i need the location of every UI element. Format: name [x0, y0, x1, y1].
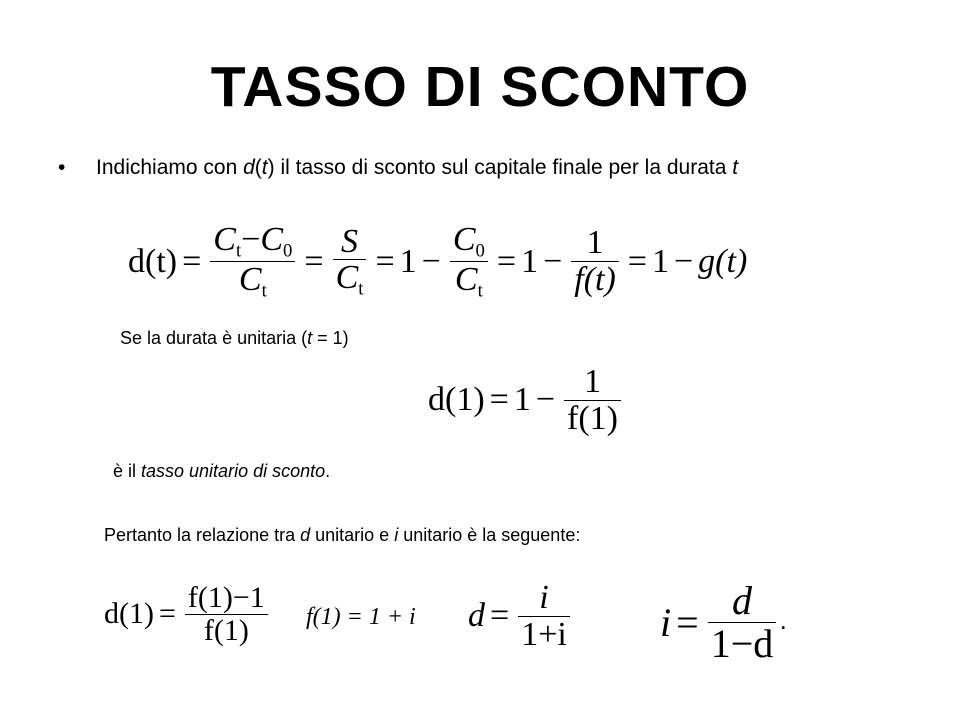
bullet-paren-close: ) [267, 156, 275, 179]
formula-discount-rate [128, 222, 747, 301]
bullet-paren-open: ( [254, 156, 262, 179]
equals-sign: = [627, 242, 647, 280]
minus-sign: − [421, 242, 441, 280]
one: 1 [399, 242, 417, 280]
formula-f1-equals: f(1) = 1 + i [306, 604, 416, 630]
formula-i-of-d: i = $\frac{d}{1-d}$ . [660, 578, 787, 666]
fraction-c0-over-ct: $\frac{C_0}{C_t}$ [450, 222, 488, 301]
one: 1 [651, 242, 669, 280]
equals-sign: = [676, 600, 699, 645]
bullet-var-d: d [243, 156, 255, 179]
equals-sign: = [375, 242, 395, 280]
equals-sign: = [182, 242, 202, 280]
equals-sign: = [490, 597, 510, 635]
slide-title: TASSO DI SCONTO [210, 55, 750, 119]
equals-sign: = [496, 242, 517, 280]
bullet-marker: • [58, 156, 66, 179]
bullet-text [96, 156, 836, 180]
formula-unit-discount: d(1) = 1 − $\frac{1}{f(1)}$ [428, 364, 625, 436]
formula-lhs: d(t) [128, 242, 178, 280]
equals-sign: = [304, 242, 324, 280]
bullet-text-pre: Indichiamo con [96, 156, 244, 179]
formula-d-of-i: d = $\frac{i}{1+i}$ [468, 580, 574, 652]
fraction-1-over-f1: $\frac{1}{f(1)}$ [564, 364, 621, 436]
bullet-var-t-end: t [732, 156, 739, 179]
note-relation: Pertanto la relazione tra d unitario e i unitario è la seguente: [104, 525, 581, 545]
fraction-ct-minus-c0-over-ct: $\frac{C_t-C_0}{C_t}$ [210, 222, 295, 301]
equals-sign: = [489, 381, 509, 419]
fraction-1-over-ft: $\frac{1}{f(t)}$ [571, 225, 619, 297]
note-unit-duration: Se la durata è unitaria (t = 1) [120, 328, 349, 348]
minus-sign: − [543, 242, 563, 280]
fraction-i-over-1-plus-i: $\frac{i}{1+i}$ [518, 580, 570, 652]
fraction-f1-minus-1-over-f1: $\frac{f(1)-1}{f(1)}$ [185, 582, 268, 646]
minus-sign: − [673, 242, 694, 280]
formula-d1-relation: d(1) = $\frac{f(1)-1}{f(1)}$ [104, 582, 272, 646]
one: 1 [521, 242, 539, 280]
equals-sign: = [158, 597, 176, 630]
bullet-var-t: t [261, 156, 268, 179]
bullet-text-mid: il tasso di sconto sul capitale finale per la durata [274, 156, 733, 179]
minus-sign: − [535, 381, 556, 419]
fraction-d-over-1-minus-d: $\frac{d}{1-d}$ [708, 580, 777, 665]
fraction-s-over-ct: $\frac{S}{C_t}$ [333, 224, 367, 300]
g-of-t: g(t) [698, 242, 748, 280]
note-unit-rate: è il tasso unitario di sconto. [113, 461, 331, 481]
